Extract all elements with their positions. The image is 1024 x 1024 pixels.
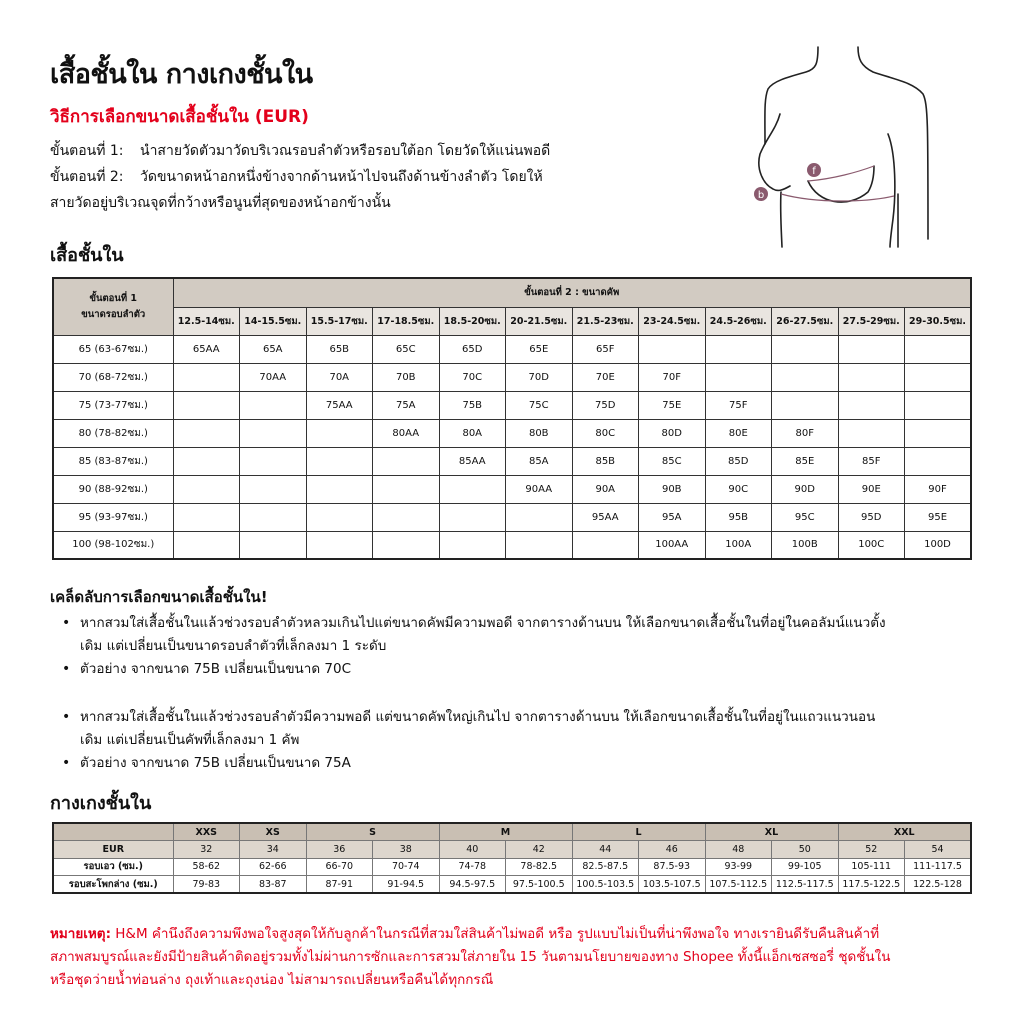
hip-cell: 87-91 [306,876,373,894]
bra-size-cell: 100A [705,531,772,559]
bra-size-cell: 100AA [639,531,706,559]
size-group-header: XL [705,823,838,841]
bra-size-cell: 90D [772,475,839,503]
bra-size-cell [306,503,373,531]
waist-cell: 66-70 [306,858,373,876]
bra-size-cell [240,475,307,503]
tip-example [62,752,982,775]
bra-size-cell: 75B [439,391,506,419]
note-label: หมายเหตุ: [50,926,111,942]
bra-size-cell: 80A [439,419,506,447]
bra-size-cell [173,475,240,503]
hip-cell: 97.5-100.5 [506,876,573,894]
eur-size-cell: 44 [572,841,639,859]
cup-column-header-row [53,307,971,335]
bra-size-cell [173,447,240,475]
waist-cell: 58-62 [173,858,240,876]
bra-size-cell: 65AA [173,335,240,363]
step-2-label: ขั้นตอนที่ 2: [50,169,124,185]
cup-column-header: 29-30.5ซม. [905,307,972,335]
tip-example-text: ตัวอย่าง จากขนาด 75B เปลี่ยนเป็นขนาด 75A [80,755,351,771]
bra-table-row [53,475,971,503]
eur-size-cell: 52 [838,841,905,859]
bra-size-cell [240,447,307,475]
bra-size-cell: 70F [639,363,706,391]
bra-size-cell: 95D [838,503,905,531]
bra-size-cell: 75C [506,391,573,419]
note-line-1 [50,923,980,946]
waist-cell: 70-74 [373,858,440,876]
hip-cell: 79-83 [173,876,240,894]
bra-size-cell [572,531,639,559]
band-size-cell: 90 (88-92ซม.) [53,475,173,503]
eur-size-cell: 32 [173,841,240,859]
right-torso-outline [888,134,895,247]
eur-size-cell: 48 [705,841,772,859]
bra-size-cell [439,531,506,559]
bra-size-cell: 80B [506,419,573,447]
bra-size-cell: 100D [905,531,972,559]
left-torso-outline [781,192,782,247]
bra-size-cell: 90C [705,475,772,503]
cup-column-header: 24.5-26ซม. [705,307,772,335]
waist-cell: 105-111 [838,858,905,876]
bra-size-cell [506,503,573,531]
bra-table-row [53,363,971,391]
size-group-header: L [572,823,705,841]
step-2 [50,164,670,190]
tips-heading: เคล็ดลับการเลือกขนาดเสื้อชั้นใน! [50,588,268,606]
size-group-header: M [439,823,572,841]
bra-size-cell: 85F [838,447,905,475]
right-shoulder-outline [858,47,928,239]
eur-size-cell: 40 [439,841,506,859]
bra-size-cell: 65B [306,335,373,363]
bra-size-cell [173,503,240,531]
bra-size-cell: 100C [838,531,905,559]
size-guide-subtitle: วิธีการเลือกขนาดเสื้อชั้นใน (EUR) [50,107,309,127]
eur-size-cell: 50 [772,841,839,859]
bra-size-cell [373,447,440,475]
band-size-cell: 75 (73-77ซม.) [53,391,173,419]
bra-size-cell: 95B [705,503,772,531]
bra-size-cell: 90E [838,475,905,503]
tips-list-1 [62,612,982,681]
waist-cell: 111-117.5 [905,858,972,876]
hip-label: รอบสะโพกล่าง (ซม.) [53,876,173,894]
cup-column-header: 27.5-29ซม. [838,307,905,335]
bra-size-cell: 65C [373,335,440,363]
bra-size-cell [838,335,905,363]
waist-cell: 99-105 [772,858,839,876]
waist-cell: 62-66 [240,858,307,876]
size-group-header: XXS [173,823,240,841]
hip-cell: 83-87 [240,876,307,894]
bra-size-cell: 85B [572,447,639,475]
cup-column-header: 15.5-17ซม. [306,307,373,335]
bra-size-cell: 75AA [306,391,373,419]
bra-size-cell: 65F [572,335,639,363]
bra-size-cell: 70D [506,363,573,391]
waist-label: รอบเอว (ซม.) [53,858,173,876]
bra-size-cell: 80E [705,419,772,447]
bra-size-cell: 70AA [240,363,307,391]
bra-size-cell: 65D [439,335,506,363]
band-size-cell: 85 (83-87ซม.) [53,447,173,475]
tip-item-continuation: เดิม แต่เปลี่ยนเป็นคัพที่เล็กลงมา 1 คัพ [80,732,300,748]
note-line-1-text: H&M คำนึงถึงความพึงพอใจสูงสุดให้กับลูกค้าในกรณีที่สวมใส่สินค้าไม่พอดี หรือ รูปแบบไม่เป็นที่น่าพึงพอใจ ทางเรายินดีรับคืนสินค้าที่ [110,926,880,942]
waist-cell: 93-99 [705,858,772,876]
bra-size-cell [240,503,307,531]
hip-cell: 103.5-107.5 [639,876,706,894]
waist-cell: 78-82.5 [506,858,573,876]
tip-example [62,658,982,681]
bra-table-row [53,335,971,363]
bra-size-table [52,277,972,560]
bra-size-cell: 85C [639,447,706,475]
waist-cell: 82.5-87.5 [572,858,639,876]
tip-item-continuation: เดิม แต่เปลี่ยนเป็นขนาดรอบลำตัวที่เล็กลงมา 1 ระดับ [80,638,387,654]
bra-size-cell: 100B [772,531,839,559]
pants-size-group-row [53,823,971,841]
bra-size-cell [772,363,839,391]
cup-column-header: 14-15.5ซม. [240,307,307,335]
bra-size-cell [905,419,972,447]
bra-size-cell [306,531,373,559]
bra-size-cell [705,335,772,363]
pants-waist-row [53,858,971,876]
bra-size-cell [373,531,440,559]
tip-text: หากสวมใส่เสื้อชั้นในแล้วช่วงรอบลำตัวมีความพอดี แต่ขนาดคัพใหญ่เกินไป จากตารางด้านบน ให้เลือกขนาดเสื้อชั้นในที่อยู่ในแถวแนวนอน [80,709,876,725]
bra-size-cell: 80C [572,419,639,447]
marker-f-label: f [812,166,816,177]
tip-text: หากสวมใส่เสื้อชั้นในแล้วช่วงรอบลำตัวหลวมเกินไปแต่ขนาดคัพมีความพอดี จากตารางด้านบน ให้เลือกขนาดเสื้อชั้นในที่อยู่ในคอลัมน์แนวตั้ง [80,615,886,631]
waist-cell: 87.5-93 [639,858,706,876]
bra-size-cell: 90A [572,475,639,503]
pants-size-table [52,822,972,894]
bra-size-cell [173,531,240,559]
bra-size-cell: 70A [306,363,373,391]
band-size-cell: 100 (98-102ซม.) [53,531,173,559]
note-line-3: หรือชุดว่ายน้ำท่อนล่าง ถุงเท้าและถุงน่อง ไม่สามารถเปลี่ยนหรือคืนได้ทุกกรณี [50,972,494,988]
cup-column-header: 18.5-20ซม. [439,307,506,335]
bra-size-cell [705,363,772,391]
bra-size-cell: 65E [506,335,573,363]
size-group-header: XXL [838,823,971,841]
bra-size-cell: 75A [373,391,440,419]
bra-size-cell: 75F [705,391,772,419]
eur-size-cell: 54 [905,841,972,859]
eur-size-cell: 36 [306,841,373,859]
bra-size-cell [439,503,506,531]
eur-size-cell: 42 [506,841,573,859]
step-1-text: นำสายวัดตัวมาวัดบริเวณรอบลำตัวหรือรอบใต้อก โดยวัดให้แน่นพอดี [140,143,551,159]
bra-size-cell: 85E [772,447,839,475]
hip-cell: 122.5-128 [905,876,972,894]
bra-size-cell: 75D [572,391,639,419]
bra-size-cell [772,391,839,419]
bra-size-cell [306,475,373,503]
hip-cell: 100.5-103.5 [572,876,639,894]
hip-cell: 94.5-97.5 [439,876,506,894]
page-title: เสื้อชั้นใน กางเกงชั้นใน [50,59,313,90]
marker-f [807,163,821,177]
bra-size-cell: 75E [639,391,706,419]
hip-cell: 112.5-117.5 [772,876,839,894]
bra-size-cell [905,391,972,419]
bra-size-cell [838,391,905,419]
pants-corner-cell [53,823,173,841]
bra-size-cell [772,335,839,363]
return-policy-note [50,923,980,992]
eur-size-cell: 34 [240,841,307,859]
bra-table-header-row [53,278,971,307]
bra-size-cell: 95C [772,503,839,531]
band-measure-line [781,194,894,201]
bra-table-row [53,503,971,531]
bra-size-cell [905,447,972,475]
band-size-cell: 80 (78-82ซม.) [53,419,173,447]
bra-size-cell: 65A [240,335,307,363]
marker-b [754,187,768,201]
bra-size-cell: 80AA [373,419,440,447]
bra-size-cell: 70E [572,363,639,391]
pants-eur-row [53,841,971,859]
measurement-steps [50,138,670,216]
eur-size-cell: 46 [639,841,706,859]
bra-size-cell [240,531,307,559]
cup-column-header: 21.5-23ซม. [572,307,639,335]
bra-size-cell: 90AA [506,475,573,503]
bra-size-cell: 70C [439,363,506,391]
bra-size-cell [905,335,972,363]
breast-side-outline [759,114,790,190]
step-1 [50,138,670,164]
tip-item [62,706,982,729]
hip-cell: 107.5-112.5 [705,876,772,894]
bra-size-cell [506,531,573,559]
cup-column-header: 17-18.5ซม. [373,307,440,335]
bra-size-cell: 95E [905,503,972,531]
tip-item [62,612,982,635]
band-size-column-header [53,278,173,335]
band-size-cell: 65 (63-67ซม.) [53,335,173,363]
size-group-header: XS [240,823,307,841]
step-1-label: ขั้นตอนที่ 1: [50,143,124,159]
bra-section-heading: เสื้อชั้นใน [50,245,124,266]
bra-size-cell: 80D [639,419,706,447]
band-size-cell: 95 (93-97ซม.) [53,503,173,531]
tip-example-text: ตัวอย่าง จากขนาด 75B เปลี่ยนเป็นขนาด 70C [80,661,352,677]
cup-size-group-header: ขั้นตอนที่ 2 : ขนาดคัพ [173,278,971,307]
size-group-header: S [306,823,439,841]
bra-size-cell [373,503,440,531]
bra-size-cell: 95A [639,503,706,531]
tips-list-2 [62,706,982,775]
body-measurement-illustration [728,44,978,249]
eur-label: EUR [53,841,173,859]
cup-column-header: 12.5-14ซม. [173,307,240,335]
hip-cell: 117.5-122.5 [838,876,905,894]
step-2-text: วัดขนาดหน้าอกหนึ่งข้างจากด้านหน้าไปจนถึงด้านข้างลำตัว โดยให้ [140,169,543,185]
bra-size-cell: 85A [506,447,573,475]
bra-size-cell [173,363,240,391]
cup-column-header: 23-24.5ซม. [639,307,706,335]
bra-size-cell [639,335,706,363]
pants-section-heading: กางเกงชั้นใน [50,793,152,814]
bra-size-cell: 70B [373,363,440,391]
eur-size-cell: 38 [373,841,440,859]
corner-line-2: ขนาดรอบลำตัว [81,308,146,320]
bra-size-cell [905,363,972,391]
bra-size-cell [240,419,307,447]
bra-size-cell: 95AA [572,503,639,531]
note-line-2: สภาพสมบูรณ์และยังมีป้ายสินค้าติดอยู่รวมทั้งไม่ผ่านการซักและการสวมใส่ภายใน 15 วันตามนโยบายของทาง Shopee ทั้งนี้แอ็กเซสซอรี่ ชุดชั้นใน [50,949,891,965]
pants-hip-row [53,876,971,894]
bra-size-cell [240,391,307,419]
bra-table-row [53,531,971,559]
cup-column-header: 20-21.5ซม. [506,307,573,335]
bra-size-cell [306,419,373,447]
bra-size-cell [838,419,905,447]
bra-size-cell: 90B [639,475,706,503]
bra-size-cell [173,419,240,447]
marker-b-label: b [757,190,765,201]
band-size-cell: 70 (68-72ซม.) [53,363,173,391]
bra-size-cell [306,447,373,475]
bra-size-cell: 80F [772,419,839,447]
bra-table-row [53,391,971,419]
bra-size-cell [373,475,440,503]
bra-size-cell: 85D [705,447,772,475]
bra-size-cell [439,475,506,503]
step-2-continuation: สายวัดอยู่บริเวณจุดที่กว้างหรือนูนที่สุดของหน้าอกข้างนั้น [50,195,391,211]
cup-column-header: 26-27.5ซม. [772,307,839,335]
hip-cell: 91-94.5 [373,876,440,894]
bra-size-cell: 90F [905,475,972,503]
corner-line-1: ขั้นตอนที่ 1 [89,292,138,304]
bra-table-row [53,419,971,447]
bra-table-row [53,447,971,475]
bra-size-cell [838,363,905,391]
bra-size-cell [173,391,240,419]
waist-cell: 74-78 [439,858,506,876]
bra-table-body [53,335,971,559]
bra-size-cell: 85AA [439,447,506,475]
